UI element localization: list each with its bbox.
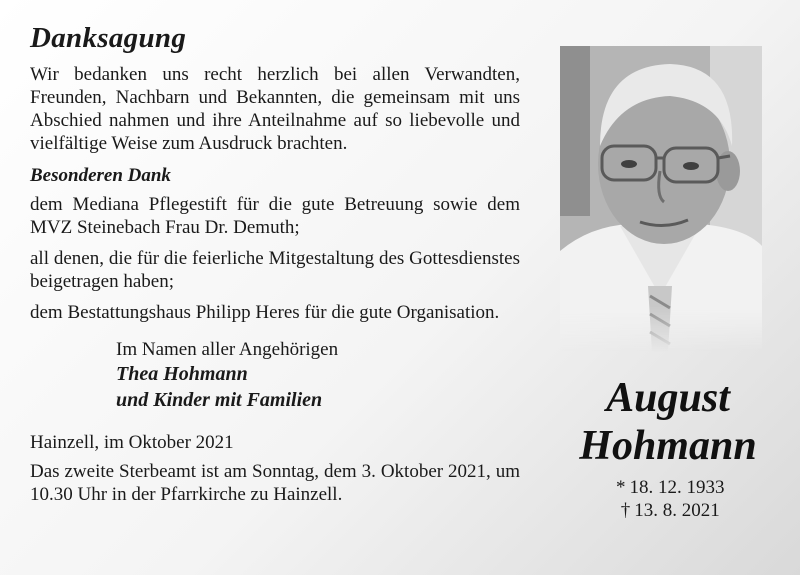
portrait-photo <box>560 46 762 352</box>
birth-date: 18. 12. 1933 <box>629 477 725 498</box>
death-date-line <box>548 499 788 522</box>
intro-paragraph: Wir bedanken uns recht herzlich bei allen Verwandten, Freunden, Nachbarn und Bekannten, die gemeinsam mit uns Abschied nahmen und ihre Anteilnahme auf so liebevolle und vielfältige Weise zum Ausdruck brachten. <box>30 64 520 154</box>
thanks-paragraph-2: all denen, die für die feierliche Mitgestaltung des Gottesdienstes beigetragen haben; <box>30 248 520 292</box>
thanks-column <box>30 22 520 506</box>
page-title: Danksagung <box>30 22 187 54</box>
birth-date-line <box>548 476 788 499</box>
birth-star-icon: * <box>616 477 626 498</box>
service-note: Das zweite Sterbeamt ist am Sonntag, dem 3. Oktober 2021, um 10.30 Uhr in der Pfarrkirche zu Hainzell. <box>30 461 520 505</box>
death-cross-icon: † <box>620 500 631 521</box>
thanks-paragraph-1: dem Mediana Pflegestift für die gute Betreuung sowie dem MVZ Steinebach Frau Dr. Demuth; <box>30 194 520 238</box>
signer-name-2: und Kinder mit Familien <box>116 389 323 411</box>
portrait-illustration <box>560 46 762 352</box>
deceased-name <box>548 374 788 470</box>
signature-block <box>116 338 520 413</box>
special-thanks-heading: Besonderen Dank <box>30 165 171 186</box>
death-date: 13. 8. 2021 <box>634 500 720 521</box>
signer-name-1: Thea Hohmann <box>116 363 248 385</box>
deceased-first-name: August <box>606 375 730 421</box>
on-behalf-line: Im Namen aller Angehörigen <box>116 339 339 360</box>
life-dates <box>548 476 788 522</box>
place-date: Hainzell, im Oktober 2021 <box>30 432 234 453</box>
thanks-paragraph-3: dem Bestattungshaus Philipp Heres für die gute Organisation. <box>30 302 500 323</box>
deceased-last-name: Hohmann <box>579 423 757 469</box>
